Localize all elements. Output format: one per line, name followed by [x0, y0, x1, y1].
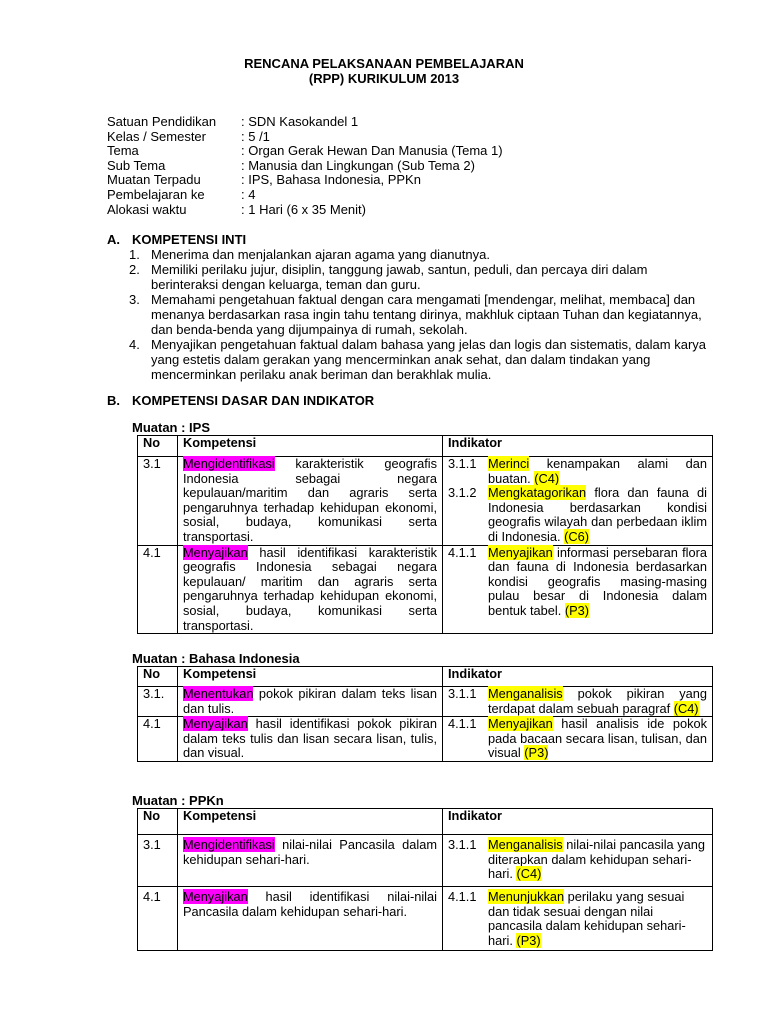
- level-code: (C6): [564, 528, 590, 544]
- meta-value: : SDN Kasokandel 1: [241, 114, 359, 129]
- indikator-text: [488, 457, 707, 486]
- meta-value: : Organ Gerak Hewan Dan Manusia (Tema 1): [241, 143, 503, 159]
- ips-table: [137, 435, 713, 634]
- table-row: [138, 457, 713, 546]
- indikator-cell: [443, 717, 713, 762]
- meta-row: [107, 203, 503, 218]
- level-code: (C4): [516, 866, 542, 882]
- indikator-desc: nilai-nilai pancasila yang diterapkan dalam kehidupan sehari-hari.: [488, 837, 705, 882]
- meta-key: Satuan Pendidikan: [107, 114, 217, 129]
- indikator-text: [488, 687, 707, 716]
- verb-highlight: Menunjukkan: [488, 889, 565, 904]
- kompetensi-text: hasil identifikasi nilai-nilai Pancasila dalam kehidupan sehari-hari.: [183, 889, 437, 919]
- indikator-number: 4.1.1: [448, 889, 477, 904]
- kompetensi-cell: [178, 835, 443, 887]
- level-code: (C4): [673, 700, 699, 716]
- level-code: (C4): [534, 470, 560, 486]
- list-number: 3.: [129, 292, 140, 307]
- kompetensi-cell: [178, 717, 443, 762]
- verb-highlight: Menganalisis: [488, 837, 563, 852]
- header-no: No: [138, 667, 178, 687]
- meta-row: [107, 144, 503, 159]
- meta-value: : IPS, Bahasa Indonesia, PPKn: [241, 172, 421, 188]
- meta-row: [107, 130, 503, 145]
- table-row: [138, 835, 713, 887]
- verb-highlight: Mengkatagorikan: [488, 485, 587, 501]
- meta-key: Sub Tema: [107, 157, 166, 173]
- table-header-row: [138, 667, 713, 687]
- verb-highlight: Menyajikan: [488, 544, 553, 560]
- indikator-cell: [443, 687, 713, 717]
- doc-title: RENCANA PELAKSANAAN PEMBELAJARAN: [244, 56, 524, 71]
- verb-highlight: Menentukan: [183, 686, 254, 701]
- header-kompetensi: Kompetensi: [178, 436, 443, 457]
- level-code: (P3): [564, 602, 590, 618]
- list-text: Menyajikan pengetahuan faktual dalam bahasa yang jelas dan logis dan sistematis, dalam karya yang estetis dalam gerakan yang mencerminkan anak sehat, dan dalam tindakan yang mencerminkan perilaku anak beriman dan berakhlak mulia.: [151, 337, 707, 382]
- verb-highlight: Menyajikan: [183, 716, 248, 732]
- section-letter: A.: [107, 232, 120, 247]
- row-number: 3.1: [138, 835, 178, 887]
- list-text: Memiliki perilaku jujur, disiplin, tanggung jawab, santun, peduli, dan percaya diri dalam berinteraksi dengan keluarga, teman dan guru.: [151, 262, 648, 292]
- indikator-item: [448, 838, 707, 882]
- verb-highlight: Menyajikan: [183, 544, 248, 560]
- kompetensi-text: hasil identifikasi pokok pikiran dalam teks tulis dan lisan secara lisan, tulis, dan visual.: [183, 716, 437, 761]
- section-title: KOMPETENSI DASAR DAN INDIKATOR: [132, 393, 375, 408]
- meta-key: Pembelajaran ke: [107, 186, 205, 202]
- kompetensi-cell: [178, 887, 443, 951]
- meta-value: : 1 Hari (6 x 35 Menit): [241, 201, 366, 217]
- indikator-text: [488, 486, 707, 544]
- ppkn-table: [137, 808, 713, 951]
- table-header-row: [138, 809, 713, 835]
- indikator-number: 3.1.1: [448, 837, 477, 852]
- indikator-item: [448, 687, 707, 716]
- level-code: (P3): [516, 932, 541, 948]
- meta-value: : 5 /1: [241, 128, 270, 144]
- meta-key: Muatan Terpadu: [107, 172, 201, 188]
- header-kompetensi: Kompetensi: [178, 667, 443, 687]
- indikator-item: [448, 717, 707, 761]
- indikator-item: [448, 457, 707, 486]
- meta-value: : 4: [241, 186, 256, 202]
- section-heading-a: [107, 232, 246, 247]
- muatan-ips-label: Muatan : IPS: [132, 420, 211, 435]
- identity-block: [107, 115, 503, 217]
- list-number: 1.: [129, 247, 140, 262]
- table-row: [138, 717, 713, 762]
- meta-row: [107, 188, 503, 203]
- header-indikator: Indikator: [443, 667, 713, 687]
- indikator-desc: informasi persebaran flora dan fauna di Indonesia berdasarkan kondisi geografis masing-masing pulau besar di Indonesia dalam bentuk tabel.: [488, 544, 707, 618]
- verb-highlight: Mengidentifikasi: [183, 456, 275, 471]
- indikator-number: 3.1.1: [448, 456, 477, 471]
- list-text: Memahami pengetahuan faktual dengan cara mengamati [mendengar, melihat, membaca] dan menanya berdasarkan rasa ingin tahu tentang dirinya, makhluk ciptaan Tuhan dan kegiatannya, dan benda-benda yang dijumpainya di rumah, sekolah.: [151, 292, 702, 337]
- list-item: [129, 262, 715, 292]
- row-number: 3.1.: [138, 687, 178, 717]
- header-no: No: [138, 436, 178, 457]
- indikator-desc: flora dan fauna di Indonesia berdasarkan kondisi geografis wilayah dan perbedaan iklim di Indonesia.: [488, 485, 707, 544]
- bi-table: [137, 666, 713, 762]
- kompetensi-text: hasil identifikasi karakteristik geografis Indonesia sebagai negara kepulauan/ maritim dan agraris serta pengaruhnya terhadap kehidupan ekonomi, sosial, budaya, komunikasi serta transportasi.: [183, 544, 437, 633]
- indikator-cell: [443, 545, 713, 634]
- header-indikator: Indikator: [443, 809, 713, 835]
- indikator-text: [488, 546, 707, 619]
- section-title: KOMPETENSI INTI: [132, 232, 247, 247]
- indikator-number: 3.1.1: [448, 686, 477, 701]
- indikator-number: 4.1.1: [448, 544, 477, 560]
- indikator-number: 4.1.1: [448, 716, 477, 732]
- indikator-text: [488, 838, 707, 882]
- list-number: 4.: [129, 337, 140, 352]
- kompetensi-text: karakteristik geografis Indonesia sebagai negara kepulauan/maritim dan agraris serta pengaruhnya terhadap kehidupan ekonomi, sosial, budaya, komunikasi serta transportasi.: [183, 456, 437, 544]
- muatan-ppkn-label: Muatan : PPKn: [132, 793, 224, 808]
- indikator-item: [448, 546, 707, 619]
- row-number: 4.1: [138, 545, 178, 634]
- section-letter: B.: [107, 393, 120, 408]
- kompetensi-cell: [178, 687, 443, 717]
- indikator-cell: [443, 887, 713, 951]
- meta-row: [107, 159, 503, 174]
- kompetensi-text: pokok pikiran dalam teks lisan dan tulis.: [183, 686, 437, 716]
- row-number: 4.1: [138, 717, 178, 762]
- kompetensi-cell: [178, 457, 443, 546]
- meta-value: : Manusia dan Lingkungan (Sub Tema 2): [241, 157, 475, 173]
- kompetensi-inti-list: [129, 247, 715, 382]
- row-number: 4.1: [138, 887, 178, 951]
- verb-highlight: Menyajikan: [183, 889, 248, 904]
- indikator-desc: pokok pikiran yang terdapat dalam sebuah paragraf: [488, 686, 707, 716]
- list-item: [129, 337, 715, 382]
- meta-key: Tema: [107, 143, 139, 159]
- level-code: (P3): [524, 745, 549, 761]
- meta-key: Alokasi waktu: [107, 201, 187, 217]
- indikator-desc: hasil analisis ide pokok pada bacaan secara lisan, tulisan, dan visual: [488, 716, 707, 761]
- table-row: [138, 887, 713, 951]
- verb-highlight: Menyajikan: [488, 716, 553, 732]
- section-heading-b: [107, 393, 374, 408]
- muatan-bi-label: Muatan : Bahasa Indonesia: [132, 651, 300, 666]
- kompetensi-cell: [178, 545, 443, 634]
- indikator-cell: [443, 457, 713, 546]
- header-kompetensi: Kompetensi: [178, 809, 443, 835]
- indikator-desc: perilaku yang sesuai dan tidak sesuai dengan nilai pancasila dalam kehidupan sehari-hari.: [488, 889, 686, 948]
- list-item: [129, 247, 715, 262]
- indikator-number: 3.1.2: [448, 485, 477, 501]
- verb-highlight: Merinci: [488, 456, 530, 471]
- doc-subtitle: (RPP) KURIKULUM 2013: [308, 71, 460, 86]
- table-row: [138, 687, 713, 717]
- indikator-text: [488, 717, 707, 761]
- indikator-cell: [443, 835, 713, 887]
- verb-highlight: Mengidentifikasi: [183, 837, 275, 852]
- header-indikator: Indikator: [443, 436, 713, 457]
- meta-row: [107, 115, 503, 130]
- indikator-text: [488, 890, 707, 948]
- header-no: No: [138, 809, 178, 835]
- table-header-row: [138, 436, 713, 457]
- list-item: [129, 292, 715, 337]
- indikator-desc: kenampakan alami dan buatan.: [488, 456, 707, 486]
- kompetensi-text: nilai-nilai Pancasila dalam kehidupan sehari-hari.: [183, 837, 437, 867]
- meta-key: Kelas / Semester: [107, 128, 206, 144]
- row-number: 3.1: [138, 457, 178, 546]
- meta-row: [107, 173, 503, 188]
- table-row: [138, 545, 713, 634]
- indikator-item: [448, 890, 707, 948]
- verb-highlight: Menganalisis: [488, 686, 563, 701]
- list-text: Menerima dan menjalankan ajaran agama yang dianutnya.: [151, 247, 490, 262]
- list-number: 2.: [129, 262, 140, 277]
- indikator-item: [448, 486, 707, 544]
